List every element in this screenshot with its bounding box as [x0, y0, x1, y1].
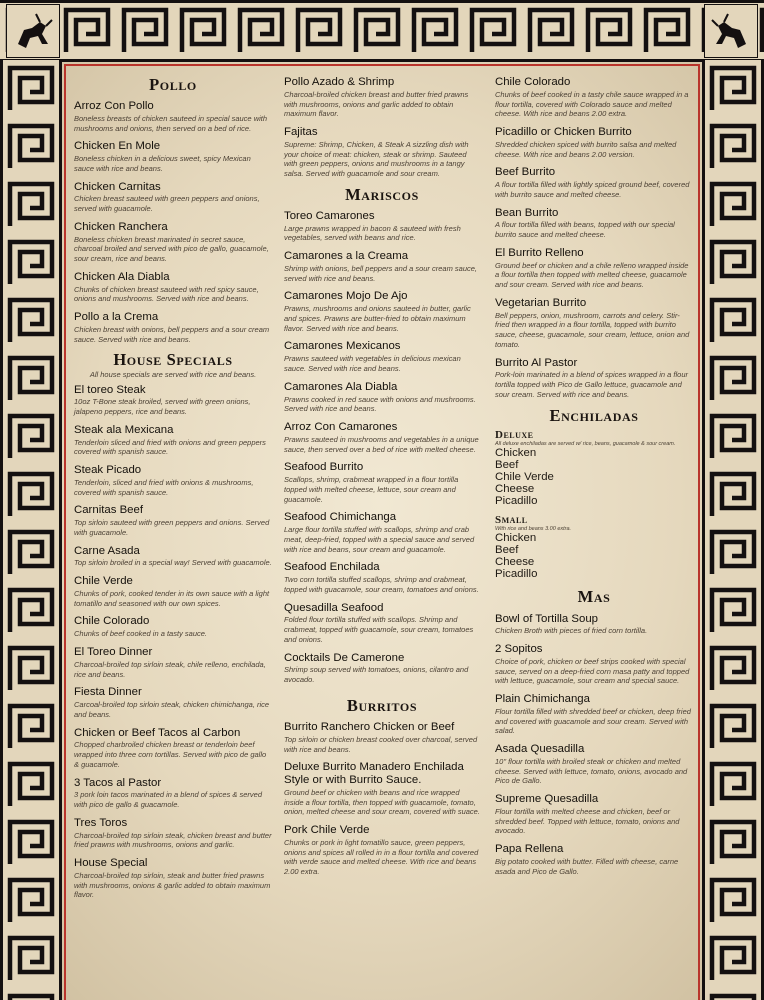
- menu-item-name: Steak Picado: [74, 464, 142, 477]
- enchiladas-deluxe-note: All deluxe enchiladas are served w/ rice, beans, guacamole & sour cream.: [495, 440, 676, 447]
- menu-item-name: Bowl of Tortilla Soup: [495, 612, 598, 625]
- menu-item-name: Seafood Enchilada: [284, 561, 380, 574]
- menu-item-description: Chunks of beef cooked in a tasty sauce.: [74, 629, 207, 639]
- menu-item-name: Beef Burrito: [495, 166, 556, 179]
- menu-item-name: Fajitas: [284, 126, 318, 139]
- menu-item: [74, 271, 272, 304]
- enchiladas-deluxe-title: Deluxe: [495, 428, 534, 441]
- menu-item-description: Prawns cooked in red sauce with onions and mushrooms. Served with rice and beans.: [284, 394, 476, 414]
- section-title-house-specials: House Specials: [113, 350, 233, 370]
- enchilada-filling: Chile Verde: [495, 470, 554, 483]
- menu-item-name: Pollo a la Crema: [74, 311, 159, 324]
- menu-item-description: Tenderloin, sliced and fried with onions & mushrooms, covered with spanish sauce.: [74, 477, 254, 497]
- bull-icon: [6, 4, 60, 58]
- menu-item-description: Two corn tortilla stuffed scallops, shrimp and crabmeat, topped with guacamole, sour cream, tomatoes and onions.: [284, 575, 479, 594]
- menu-item-description: Chicken breast sauteed with green peppers and onions, served with guacamole.: [74, 194, 260, 214]
- section-title-burritos: Burritos: [346, 695, 418, 715]
- menu-item-description: 3 pork loin tacos marinated in a blend of spices & served with pico de gallo & guacamole.: [74, 790, 263, 810]
- menu-item: [495, 693, 693, 736]
- menu-item-name: 3 Tacos al Pastor: [74, 776, 162, 789]
- menu-item: [74, 311, 272, 344]
- menu-item: [74, 857, 272, 900]
- menu-item-name: Bean Burrito: [495, 206, 559, 219]
- menu-item: [495, 126, 693, 159]
- enchilada-filling: Chicken: [495, 531, 537, 544]
- menu-item: [495, 166, 693, 199]
- enchiladas-small-title: Small: [495, 513, 528, 526]
- menu-item-name: Asada Quesadilla: [495, 743, 585, 756]
- menu-item-description: Supreme: Shrimp, Chicken, & Steak A sizzling dish with your choice of meat: chicken, steak or shrimp. Sauteed with green peppers, onions and mushrooms in a tangy salsa. Served with guacamole and sour cream.: [284, 139, 469, 179]
- menu-item-name: Burrito Ranchero Chicken or Beef: [284, 720, 455, 733]
- menu-item-name: Pollo Azado & Shrimp: [284, 76, 395, 88]
- menu-item: [495, 357, 693, 400]
- menu-item-description: Scallops, shrimp, crabmeat wrapped in a flour tortilla topped with melted cheese, lettuce, sour cream and guacamole.: [284, 475, 459, 504]
- menu-item: [74, 686, 272, 719]
- menu-item-name: Chicken Ranchera: [74, 220, 168, 233]
- menu-item-description: Chicken breast with onions, bell peppers and a sour cream sauce. Served with rice and beans.: [74, 324, 270, 344]
- menu-item: [284, 511, 480, 554]
- menu-item-description: Bell peppers, onion, mushroom, carrots and celery. Stir-fried then wrapped in a flour tortilla, topped with burrito sauce, cheese, guacamole, sour cream, lettuce, onion and tomato.: [495, 310, 690, 349]
- section-note-house-specials: All house specials are served with rice and beans.: [89, 369, 257, 379]
- section-title-pollo: Pollo: [149, 75, 197, 94]
- menu-item: [284, 126, 480, 179]
- menu-item: [495, 297, 693, 350]
- menu-item-name: Chicken Ala Diabla: [74, 270, 170, 283]
- menu-item: [495, 793, 693, 836]
- menu-item-description: Prawns sauteed with vegetables in delicious mexican sauce. Served with rice and beans.: [284, 354, 461, 373]
- enchiladas-small-note: With rice and beans 3.00 extra.: [495, 525, 572, 532]
- menu-item-description: Top sirloin broiled in a special way! Served with guacamole.: [74, 558, 272, 568]
- menu-item: [284, 602, 480, 645]
- menu-item-description: Tenderloin sliced and fried with onions and green peppers covered with spanish sauce.: [74, 437, 266, 457]
- menu-item-name: 2 Sopitos: [495, 643, 543, 656]
- column-right: [495, 76, 693, 883]
- enchilada-filling: Cheese: [495, 482, 535, 495]
- menu-item-name: Carne Asada: [74, 544, 140, 557]
- menu-item-description: Charcoal-broiled top sirloin steak, chicken breast and butter fried prawns with mushrooms, onions and garlic.: [74, 830, 272, 850]
- menu-item-description: Chunks of pork, cooked tender in its own sauce with a light tomatillo and seasoned with our own spices.: [74, 588, 270, 608]
- menu-item-name: Chile Colorado: [495, 76, 571, 88]
- menu-item-name: Seafood Burrito: [284, 461, 364, 474]
- menu-item-description: Shrimp with onions, bell peppers and a sour cream sauce, served with rice and beans.: [284, 263, 478, 283]
- menu-item-name: Pork Chile Verde: [284, 824, 370, 837]
- menu-item-description: 10" flour tortilla with broiled steak or chicken and melted cheese. Served with lettuce, tomato, onions, avocado and Pico de Gallo.: [495, 756, 688, 786]
- menu-item-name: Chicken En Mole: [74, 140, 161, 153]
- menu-item: [284, 421, 480, 454]
- menu-item-description: Top sirloin sauteed with green peppers and onions. Served with guacamole.: [74, 518, 270, 537]
- menu-item-description: Carcoal-broiled top sirloin steak, chicken chimichanga, rice and beans.: [74, 700, 270, 719]
- menu-item: [74, 100, 272, 133]
- menu-item: [495, 843, 693, 876]
- menu-item-name: Arroz Con Pollo: [74, 100, 154, 113]
- menu-item-description: Boneless chicken breast marinated in secret sauce, charcoal broiled and served with pico de gallo, guacamole, sour cream, rice and beans.: [74, 234, 269, 264]
- menu-item-description: 10oz T-Bone steak broiled, served with green onions, jalapeno peppers, rice and beans.: [74, 397, 251, 417]
- menu-item-name: Picadillo or Chicken Burrito: [495, 126, 632, 139]
- menu-item-description: Pork-loin marinated in a blend of spices wrapped in a flour tortilla topped with Pico de Gallo lettuce, guacamole and sour cream. Served with rice and beans.: [495, 370, 689, 399]
- menu-item-description: Large prawns wrapped in bacon & sauteed with fresh vegetables, served with beans and rice.: [284, 223, 461, 243]
- menu-item-name: Chicken Carnitas: [74, 180, 161, 193]
- menu-item-description: Boneless chicken in a delicious sweet, spicy Mexican sauce with rice and beans.: [74, 154, 251, 173]
- menu-item-description: Big potato cooked with butter. Filled with cheese, carne asada and Pico de Gallo.: [495, 856, 679, 876]
- enchilada-filling: Chicken: [495, 446, 537, 459]
- menu-item-description: Charcoal-broiled top sirloin, steak and butter fried prawns with mushrooms, onions & garlic added to obtain maximum flavor.: [74, 870, 271, 900]
- menu-item: [284, 210, 480, 243]
- menu-item-description: Chunks of chicken breast sauteed with red spicy sauce, onions and mushrooms. Served with rice and beans.: [74, 284, 259, 304]
- menu-item-name: Chicken or Beef Tacos al Carbon: [74, 726, 241, 739]
- menu-item: [495, 247, 693, 290]
- menu-item: [74, 545, 272, 569]
- menu-item-name: Quesadilla Seafood: [284, 601, 384, 614]
- column-middle: [284, 76, 480, 884]
- menu-item: [284, 652, 480, 685]
- menu-item-description: Prawns sauteed in mushrooms and vegetables in a unique sauce, then served over a bed of rice with melted cheese.: [284, 434, 479, 454]
- menu-item: [74, 424, 272, 457]
- menu-item-description: Choice of pork, chicken or beef strips cooked with special sauce, served on a deep-fried corn masa patty and topped with lettuce, guacamole, sour cream and special sauce.: [495, 656, 690, 686]
- menu-item-description: Ground beef or chicken and a chile relleno wrapped inside a flour tortilla then topped with melted cheese, guacamole and sour cream. Served with rice and beans.: [495, 260, 689, 290]
- menu-item-name: Plain Chimichanga: [495, 693, 590, 706]
- menu-item-description: Boneless breasts of chicken sauteed in special sauce with mushrooms and onions, then served on a bed of rice.: [74, 113, 268, 133]
- menu-item: [495, 743, 693, 786]
- menu-item-name: Camarones a la Creama: [284, 250, 409, 263]
- menu-item-name: Cocktails De Camerone: [284, 651, 405, 664]
- menu-item-description: Prawns, mushrooms and onions sauteed in butter, garlic and spices. Prawns are butter-fried to obtain maximum flavor. Served with rice and beans.: [284, 304, 471, 333]
- section-title-enchiladas: Enchiladas: [549, 405, 639, 425]
- menu-item-name: Supreme Quesadilla: [495, 793, 599, 806]
- menu-item-name: Steak ala Mexicana: [74, 423, 174, 436]
- menu-item-name: Burrito Al Pastor: [495, 356, 578, 369]
- menu-item-name: Chile Colorado: [74, 615, 150, 628]
- menu-item-description: Shrimp soup served with tomatoes, onions, cilantro and avocado.: [284, 665, 469, 685]
- menu-item: [284, 76, 480, 119]
- menu-item: [495, 76, 693, 119]
- menu-item: [74, 181, 272, 214]
- menu-item: [74, 464, 272, 497]
- section-title-mas: Mas: [577, 587, 611, 607]
- menu-item: [74, 384, 272, 417]
- greek-key-border-right: [702, 60, 764, 1000]
- menu-item: [495, 643, 693, 686]
- menu-item: [284, 721, 480, 754]
- enchilada-filling: Beef: [495, 543, 519, 556]
- greek-key-border-left: [0, 60, 62, 1000]
- menu-item: [74, 817, 272, 850]
- menu-item: [284, 381, 480, 414]
- menu-item: [495, 207, 693, 240]
- menu-item-description: Charcoal-broiled chicken breast and butter fried prawns with mushrooms, onions and garlic added to obtain maximum flavor.: [284, 89, 469, 119]
- menu-item: [284, 290, 480, 333]
- menu-item-description: Flour tortilla with melted cheese and chicken, beef or shredded beef. Topped with lettuce, tomato, onions and avocado.: [495, 806, 680, 836]
- menu-item-name: Papa Rellena: [495, 843, 564, 856]
- menu-item-name: El Burrito Relleno: [495, 246, 584, 259]
- menu-item-name: Vegetarian Burrito: [495, 296, 587, 309]
- menu-item-name: Toreo Camarones: [284, 209, 375, 222]
- menu-item-name: Chile Verde: [74, 575, 133, 588]
- enchilada-filling: Picadillo: [495, 494, 538, 507]
- menu-item-description: Flour tortilla filled with shredded beef or chicken, deep fried and covered with guacamole and sour cream. Served with salad.: [495, 706, 691, 736]
- menu-item: [74, 221, 272, 264]
- menu-item: [284, 461, 480, 504]
- menu-item-name: El Toreo Dinner: [74, 645, 153, 658]
- menu-item-description: Chunks of beef cooked in a tasty chile sauce wrapped in a flour tortilla, covered with Colorado sauce and melted cheese. With rice and beans 2.00 extra.: [495, 89, 689, 119]
- menu-item-name: Camarones Ala Diabla: [284, 380, 398, 393]
- menu-item: [284, 761, 480, 817]
- menu-item-description: Chopped charbroiled chicken breast or tenderloin beef wrapped into three corn tortillas. Served with pico de gallo & guacamole.: [74, 740, 267, 769]
- column-left: [74, 76, 272, 907]
- menu-item-description: Charcoal-broiled top sirloin steak, chile relleno, enchilada, rice and beans.: [74, 659, 266, 679]
- menu-item-description: Ground beef or chicken with beans and rice wrapped inside a flour tortilla, then topped with guacamole, tomato, onion, melted cheese and sour cream, covered with suace.: [284, 787, 480, 817]
- menu-item: [284, 250, 480, 283]
- menu-item: [74, 615, 272, 639]
- menu-item-name: Seafood Chimichanga: [284, 511, 397, 524]
- menu-item-name: Arroz Con Camarones: [284, 421, 398, 433]
- menu-item-name: House Special: [74, 857, 148, 870]
- menu-item-name: Carnitas Beef: [74, 504, 144, 517]
- menu-item-description: Folded flour tortilla stuffed with scallops. Shrimp and crabmeat, topped with guacamole, sour cream, tomatoes and onions.: [284, 615, 474, 644]
- menu-item-description: Chunks or pork in light tomatillo sauce, green peppers, onions and spices all rolled in in a flour tortilla and covered with verde sauce and melted cheese. With rice and beans 2.00 extra.: [284, 837, 479, 877]
- menu-item: [284, 561, 480, 594]
- menu-item-name: El toreo Steak: [74, 383, 146, 396]
- menu-item: [74, 140, 272, 173]
- menu-item-description: Large flour tortilla stuffed with scallops, shrimp and crab meat, deep-fried, topped with a special sauce and served with rice and beans, sour cream and guacamole.: [284, 525, 475, 554]
- menu-item: [74, 575, 272, 608]
- menu-item: [74, 504, 272, 537]
- bull-icon: [704, 4, 758, 58]
- menu-item-name: Camarones Mexicanos: [284, 340, 401, 353]
- menu-item-description: Top sirloin or chicken breast cooked over charcoal, served with rice and beans.: [284, 734, 478, 754]
- enchilada-filling: Picadillo: [495, 567, 538, 580]
- menu-item-name: Fiesta Dinner: [74, 686, 142, 699]
- menu-item-description: Chicken Broth with pieces of fried corn tortilla.: [495, 626, 648, 636]
- menu-item: [74, 777, 272, 810]
- menu-item-description: Shredded chicken spiced with burrito salsa and melted cheese. With rice and beans 2.00 version.: [495, 139, 677, 159]
- menu-item: [74, 727, 272, 770]
- menu-item: [74, 646, 272, 679]
- greek-key-border-top: [0, 0, 764, 62]
- enchilada-filling: Cheese: [495, 555, 535, 568]
- menu-item: [495, 613, 693, 637]
- menu-item-name: Tres Toros: [74, 816, 128, 829]
- menu-item: [284, 340, 480, 373]
- menu-item-description: A flour tortilla filled with beans, topped with our special burrito sauce and melted cheese.: [495, 220, 675, 240]
- menu-item-description: A flour tortilla filled with lightly spiced ground beef, covered with burrito sauce and melted cheese.: [495, 180, 690, 199]
- section-title-mariscos: Mariscos: [345, 184, 419, 204]
- menu-item-name: Camarones Mojo De Ajo: [284, 290, 408, 303]
- menu-item-name: Deluxe Burrito Manadero Enchilada Style or with Burrito Sauce.: [284, 761, 464, 787]
- menu-item: [284, 824, 480, 877]
- enchilada-filling: Beef: [495, 458, 519, 471]
